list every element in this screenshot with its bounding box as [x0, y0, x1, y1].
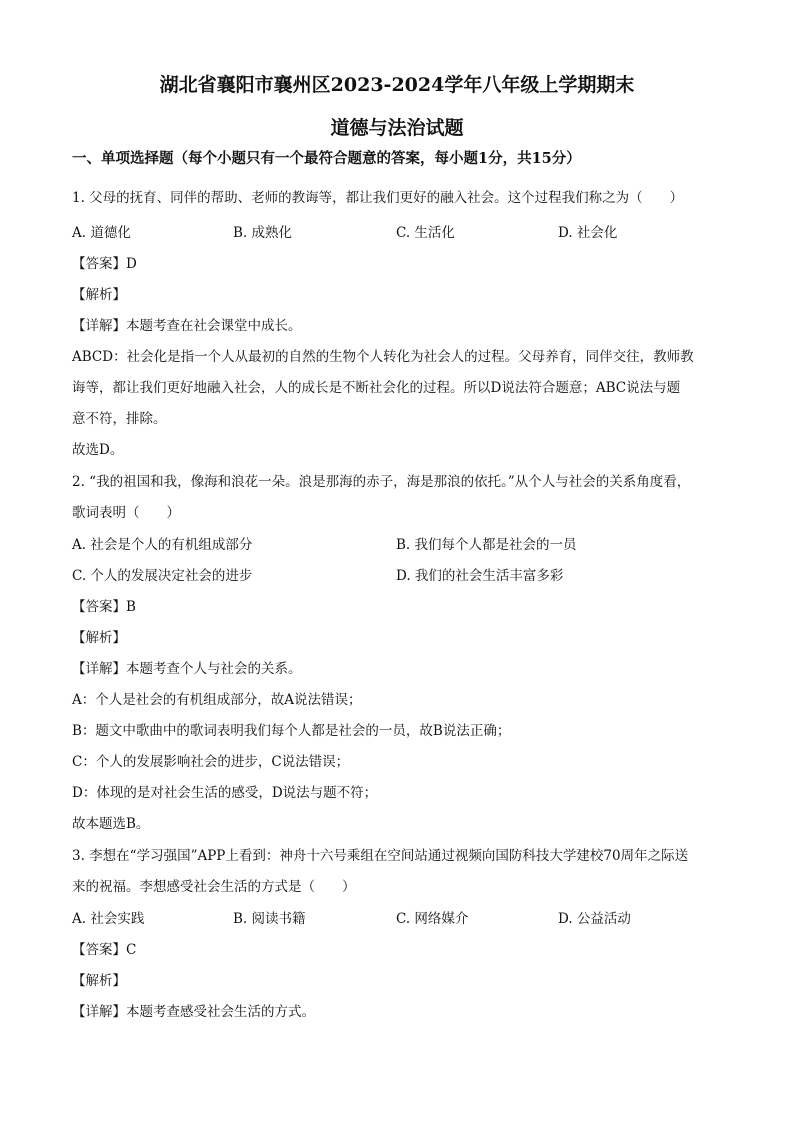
q3-option-d: D. 公益活动 [558, 911, 631, 927]
q2-options-row1 [72, 536, 722, 554]
q1-answer: 【答案】D [72, 256, 137, 272]
q1-option-a: A. 道德化 [72, 225, 131, 241]
q3-stem-line2: 来的祝福。李想感受社会生活的方式是（ ） [72, 879, 356, 895]
q2-stem-line2: 歌词表明（ ） [72, 505, 180, 521]
q3-options [72, 910, 722, 928]
q3-option-a: A. 社会实践 [72, 911, 145, 927]
q2-conclusion: 故本题选B。 [72, 816, 150, 832]
q2-option-a: A. 社会是个人的有机组成部分 [72, 537, 253, 553]
q2-stem-line1: 2. “我的祖国和我，像海和浪花一朵。浪是那海的赤子，海是那浪的依托。”从个人与社会的关系角度看， [72, 474, 691, 490]
q1-option-b: B. 成熟化 [233, 225, 293, 241]
q2-explanation-a: A：个人是社会的有机组成部分，故A说法错误； [72, 692, 362, 708]
q2-explanation-d: D：体现的是对社会生活的感受，D说法与题不符； [72, 785, 378, 801]
q3-option-b: B. 阅读书籍 [233, 911, 306, 927]
q3-analysis-label: 【解析】 [72, 973, 126, 989]
q2-analysis-label: 【解析】 [72, 630, 126, 646]
document-title: 湖北省襄阳市襄州区2023-2024学年八年级上学期期末 [159, 74, 635, 96]
q1-analysis-label: 【解析】 [72, 287, 126, 303]
q1-options [72, 224, 722, 242]
q1-explanation-line1: ABCD：社会化是指一个人从最初的自然的生物个人转化为社会人的过程。父母养育，同伴交往，教师教 [72, 349, 694, 365]
q2-explanation-c: C：个人的发展影响社会的进步，C说法错误； [72, 754, 350, 770]
q1-explanation-line3: 意不符，排除。 [72, 411, 167, 427]
q1-explanation-line2: 诲等，都让我们更好地融入社会，人的成长是不断社会化的过程。所以D说法符合题意；ABC说法与题 [72, 380, 681, 396]
q1-conclusion: 故选D。 [72, 442, 124, 458]
q1-option-d: D. 社会化 [558, 225, 618, 241]
section-heading: 一、单项选择题（每个小题只有一个最符合题意的答案，每小题1分，共15分） [72, 150, 581, 167]
q2-options-row2 [72, 567, 722, 585]
q2-option-b: B. 我们每个人都是社会的一员 [396, 537, 577, 553]
q2-option-c: C. 个人的发展决定社会的进步 [72, 568, 253, 584]
q1-stem: 1. 父母的抚育、同伴的帮助、老师的教诲等，都让我们更好的融入社会。这个过程我们称之为（ ） [72, 190, 684, 206]
q2-answer: 【答案】B [72, 599, 136, 615]
document-subtitle: 道德与法治试题 [330, 117, 464, 139]
q3-stem-line1: 3. 李想在“学习强国”APP上看到：神舟十六号乘组在空间站通过视频向国防科技大学建校70周年之际送 [72, 848, 689, 864]
q2-detail: 【详解】本题考查个人与社会的关系。 [72, 661, 302, 677]
q2-option-d: D. 我们的社会生活丰富多彩 [396, 568, 564, 584]
q2-explanation-b: B：题文中歌曲中的歌词表明我们每个人都是社会的一员，故B说法正确； [72, 723, 511, 739]
q1-option-c: C. 生活化 [396, 225, 455, 241]
q3-answer: 【答案】C [72, 942, 137, 958]
q1-detail: 【详解】本题考查在社会课堂中成长。 [72, 318, 302, 334]
q3-option-c: C. 网络媒介 [396, 911, 469, 927]
q3-detail: 【详解】本题考查感受社会生活的方式。 [72, 1004, 315, 1020]
